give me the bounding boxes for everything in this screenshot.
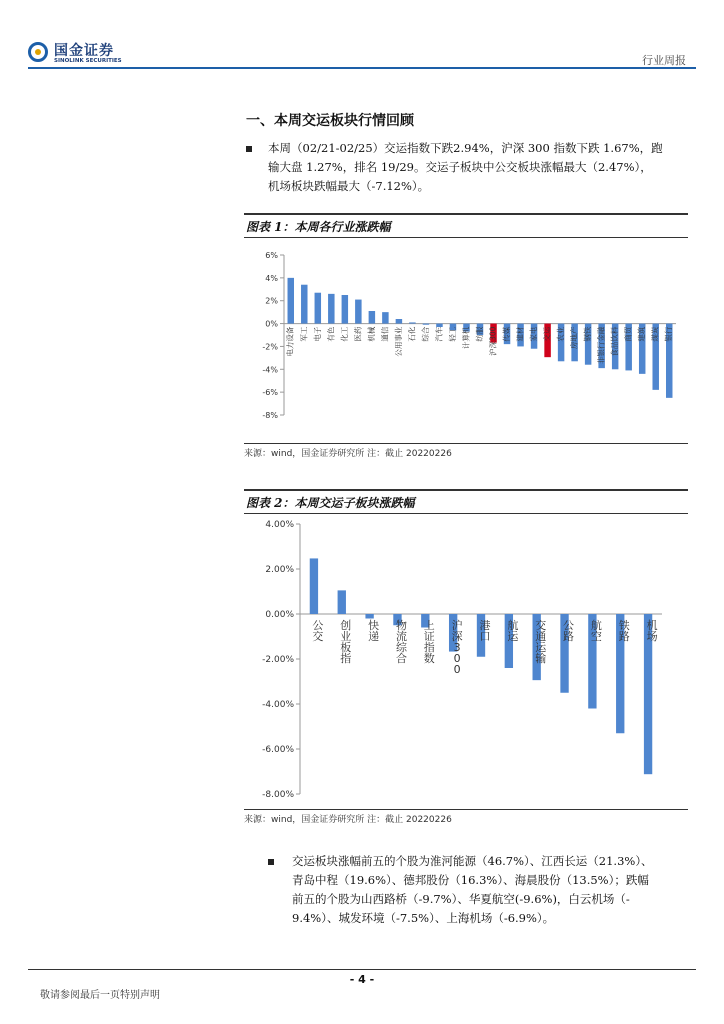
chart-bar	[369, 311, 375, 324]
figure1-title-bar	[244, 213, 688, 238]
summary-paragraph	[268, 139, 694, 196]
x-category-label: 航空	[590, 619, 602, 643]
x-category-label: 纺服	[475, 326, 484, 342]
brand-name-cn: 国金证券	[54, 43, 114, 59]
x-category-label: 房地产	[569, 326, 579, 350]
y-tick-label: -4.00%	[262, 700, 294, 710]
x-category-label: 公用事业	[393, 326, 403, 357]
chart-bar	[310, 558, 318, 614]
y-tick-label: -8%	[262, 411, 278, 420]
section-title: 一、本周交运板块行情回顾	[246, 113, 414, 129]
paragraph-line: 本周（02/21-02/25）交运指数下跌2.94%，沪深 300 指数下跌 1.67%，跑	[268, 141, 663, 155]
paragraph-line: 机场板块跌幅最大（-7.12%）。	[268, 179, 430, 193]
x-category-label: 电子	[312, 326, 322, 342]
y-tick-label: 0%	[265, 319, 278, 329]
figure2-source: 来源：wind，国金证券研究所 注：截止 20220226	[244, 815, 452, 825]
industry-returns-chart	[244, 240, 688, 440]
y-tick-label: -2.00%	[262, 655, 294, 665]
x-category-label: 快递	[368, 619, 380, 643]
y-tick-label: 0.00%	[265, 610, 294, 620]
x-category-label: 创业板指	[340, 619, 352, 665]
y-tick-label: -4%	[262, 365, 278, 375]
chart-bar	[382, 312, 388, 323]
y-tick-label: 4%	[265, 273, 278, 283]
x-category-label: 商贸	[623, 326, 633, 342]
page-number: - 4 -	[349, 973, 375, 986]
y-tick-label: 2%	[265, 296, 278, 306]
x-category-label: 医药	[353, 326, 363, 342]
bullet-icon	[268, 859, 274, 865]
chart-bar	[409, 322, 415, 323]
paragraph-line: 输大盘 1.27%，排名 19/29。交运子板块中公交板块涨幅最大（2.47%），	[268, 160, 652, 174]
chart-bar	[365, 614, 373, 619]
x-category-label: 航运	[507, 619, 519, 643]
paragraph-line: 交运板块涨幅前五的个股为淮河能源（46.7%）、江西长运（21.3%）、	[292, 854, 653, 868]
x-category-label: 通信	[380, 326, 390, 342]
footer-divider	[28, 969, 696, 970]
brand-logo	[28, 40, 138, 68]
chart-bar	[301, 285, 307, 324]
x-category-label: 公交	[312, 619, 324, 643]
chart-bar	[328, 294, 334, 324]
y-tick-label: -8.00%	[262, 790, 294, 800]
x-category-label: 计算机	[461, 326, 471, 350]
chart-bar	[355, 300, 361, 324]
paragraph-line: 前五的个股为山西路桥（-9.7%）、华夏航空(-9.6%)，白云机场（-	[292, 892, 630, 906]
figure1-title: 图表 1：本周各行业涨跌幅	[246, 220, 391, 234]
transport-subsector-chart	[244, 514, 688, 808]
x-category-label: 汽车	[434, 326, 444, 342]
chart-bar	[436, 324, 442, 327]
x-category-label: 电力设备	[285, 326, 295, 357]
y-tick-label: 6%	[265, 251, 278, 260]
stocks-paragraph	[292, 852, 696, 928]
x-category-label: 沪深300	[488, 326, 498, 356]
figure2-title-bar	[244, 489, 688, 514]
x-category-label: 港口	[479, 619, 491, 643]
y-tick-label: 2.00%	[265, 565, 294, 575]
paragraph-line: 9.4%）、城发环境（-7.5%）、上海机场（-6.9%）。	[292, 911, 555, 925]
x-category-label: 化工	[339, 326, 349, 342]
x-category-label: 军工	[299, 326, 309, 342]
chart-bar	[288, 278, 294, 324]
x-category-label: 物流综合	[395, 619, 407, 665]
bullet-icon	[246, 146, 252, 152]
figure2-title: 图表 2：本周交运子板块涨跌幅	[246, 496, 415, 510]
figure1-source: 来源：wind，国金证券研究所 注：截止 20220226	[244, 449, 452, 459]
paragraph-line: 青岛中程（19.6%）、德邦股份（16.3%）、海晨股份（13.5%）；跌幅	[292, 873, 649, 887]
y-tick-label: -2%	[262, 342, 278, 352]
x-category-label: 沪深 3 0 0	[451, 619, 463, 676]
figure1-source-divider	[244, 443, 688, 444]
chart-bar	[342, 295, 348, 324]
x-category-label: 轻工	[447, 326, 457, 342]
report-type: 行业周报	[642, 54, 686, 67]
y-tick-label: -6%	[262, 388, 278, 398]
y-tick-label: -6.00%	[262, 745, 294, 755]
x-category-label: 钢铁	[583, 326, 593, 342]
chart-bar	[396, 319, 402, 324]
x-category-label: 上证指数	[423, 619, 435, 665]
x-category-label: 交通运输	[535, 619, 547, 665]
x-category-label: 银行	[664, 326, 674, 342]
chart-bar	[338, 590, 346, 614]
x-category-label: 机场	[646, 619, 658, 643]
x-category-label: 交运	[542, 326, 552, 342]
brand-logo-icon	[28, 42, 48, 62]
disclaimer-note: 敬请参阅最后一页特别声明	[40, 990, 160, 1001]
x-category-label: 机械	[366, 326, 376, 342]
x-category-label: 铁路	[618, 619, 630, 643]
x-category-label: 建筑	[637, 326, 647, 342]
x-category-label: 非银行金融	[596, 326, 606, 365]
x-category-label: 公路	[563, 619, 575, 643]
brand-name-en: SINOLINK SECURITIES	[54, 58, 122, 64]
header-divider	[28, 67, 696, 69]
figure2-source-divider	[244, 809, 688, 810]
chart-bar	[315, 293, 321, 324]
chart-bar	[423, 324, 429, 325]
x-category-label: 综合	[420, 326, 430, 342]
x-category-label: 食品饮料	[610, 326, 620, 357]
x-category-label: 建材	[515, 326, 525, 342]
y-tick-label: 4.00%	[265, 520, 294, 530]
x-category-label: 有色	[326, 326, 336, 342]
x-category-label: 石化	[407, 326, 417, 342]
page-header	[0, 0, 724, 70]
x-category-label: 家电	[529, 326, 539, 342]
x-category-label: 煤炭	[650, 326, 660, 342]
x-category-label: 传媒	[502, 326, 512, 342]
x-category-label: 农业	[556, 326, 566, 342]
